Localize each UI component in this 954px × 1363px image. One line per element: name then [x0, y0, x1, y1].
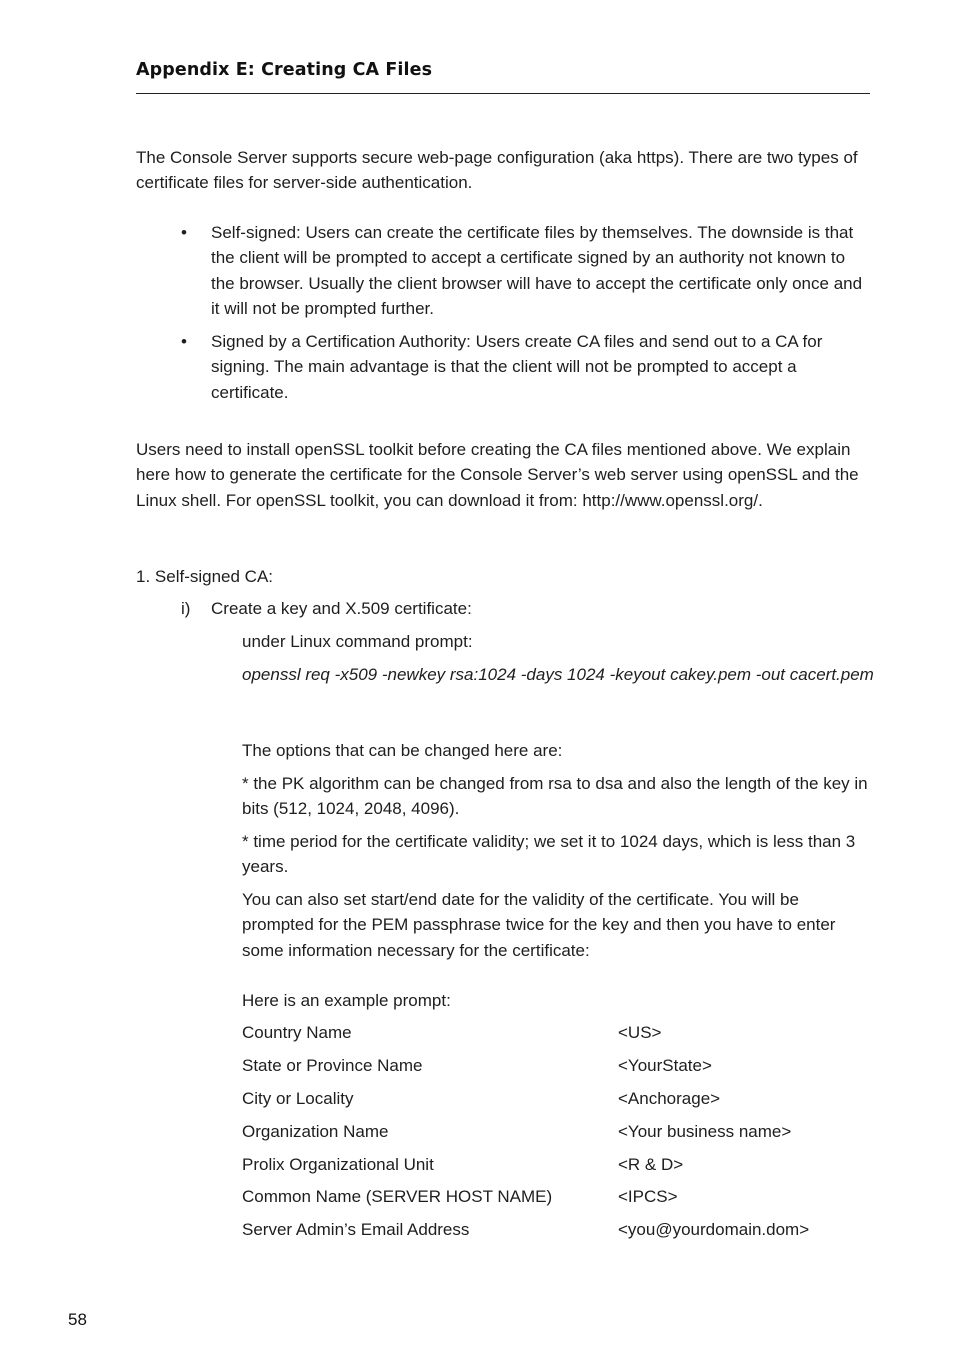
- field-value: <R & D>: [618, 1155, 684, 1174]
- page-title: Appendix E: Creating CA Files: [136, 60, 433, 80]
- field-label: State or Province Name: [242, 1056, 423, 1075]
- validity-note: You can also set start/end date for the validity of the certificate. You will be prompted for the PEM passphrase twice for the key and then you have to enter some information necessary for the certificate:: [242, 890, 836, 960]
- bullet-ca-signed: Signed by a Certification Authority: Users create CA files and send out to a CA for signing. The main advantage is that the client will not be prompted to accept a certificate.: [211, 332, 823, 402]
- field-label: Common Name (SERVER HOST NAME): [242, 1187, 553, 1206]
- option-algorithm: * the PK algorithm can be changed from rsa to dsa and also the length of the key in bits (512, 1024, 2048, 4096).: [242, 774, 868, 819]
- prompt-label: under Linux command prompt:: [242, 632, 473, 651]
- field-label: Organization Name: [242, 1122, 389, 1141]
- field-label: Prolix Organizational Unit: [242, 1155, 434, 1174]
- field-label: Country Name: [242, 1023, 352, 1042]
- openssl-command: openssl req -x509 -newkey rsa:1024 -days 1024 -keyout cakey.pem -out cacert.pem: [242, 665, 874, 684]
- field-value: <IPCS>: [618, 1187, 678, 1206]
- option-validity: * time period for the certificate validity; we set it to 1024 days, which is less than 3 years.: [242, 832, 856, 877]
- field-value: <Your business name>: [618, 1122, 792, 1141]
- field-value: <Anchorage>: [618, 1089, 721, 1108]
- page-number: 58: [68, 1310, 87, 1329]
- bullet-marker: •: [181, 332, 187, 351]
- header-divider: [136, 93, 870, 94]
- openssl-paragraph: Users need to install openSSL toolkit before creating the CA files mentioned above. We explain here how to generate the certificate for the Console Server’s web server using openSSL and the Linux shell. For openSSL toolkit, you can download it from: http://www.openssl.org/.: [136, 440, 859, 510]
- options-intro: The options that can be changed here are:: [242, 741, 563, 760]
- field-value: <YourState>: [618, 1056, 712, 1075]
- step-marker: i): [181, 599, 191, 618]
- step-text: Create a key and X.509 certificate:: [211, 599, 472, 618]
- bullet-marker: •: [181, 223, 187, 242]
- intro-paragraph: The Console Server supports secure web-page configuration (aka https). There are two types of certificate files for server-side authentication.: [136, 148, 858, 193]
- section-heading: 1. Self-signed CA:: [136, 567, 274, 586]
- field-value: <you@yourdomain.dom>: [618, 1220, 810, 1239]
- example-intro: Here is an example prompt:: [242, 991, 451, 1010]
- field-label: Server Admin’s Email Address: [242, 1220, 470, 1239]
- bullet-self-signed: Self-signed: Users can create the certificate files by themselves. The downside is that the client will be prompted to accept a certificate signed by an authority not known to the browser. Usually the client browser will have to accept the certificate only once and it will not be prompted further.: [211, 223, 863, 318]
- field-label: City or Locality: [242, 1089, 354, 1108]
- field-value: <US>: [618, 1023, 662, 1042]
